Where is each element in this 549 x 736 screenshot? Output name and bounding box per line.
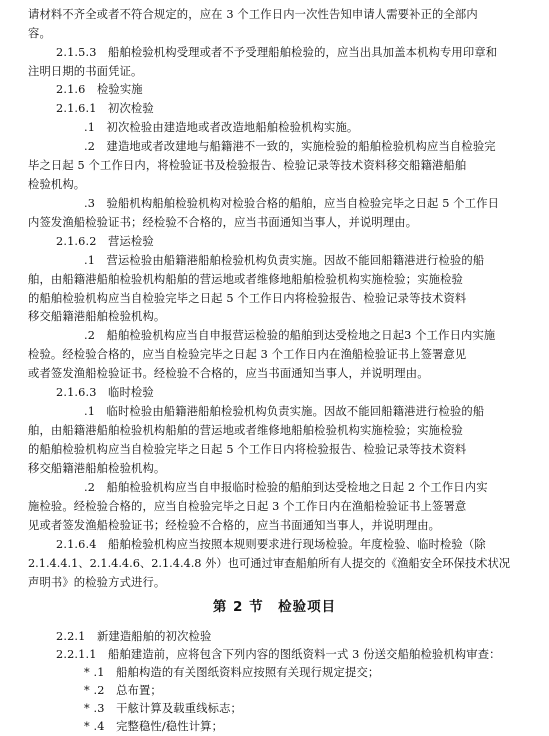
item-1: .1 临时检验由船籍港船舶检验机构负责实施。因故不能回船籍港进行检验的船	[84, 405, 485, 418]
paragraph-line: 移交船籍港船舶检验机构。	[28, 462, 166, 475]
heading-2-1-6-2: 2.1.6.2 营运检验	[56, 235, 154, 248]
paragraph-line: 毕之日起 5 个工作日内，将检验证书及检验报告、检验记录等技术资料移交船籍港船舶	[28, 159, 467, 172]
item-2: .2 船舶检验机构应当自申报营运检验的船舶到达受检地之日起3 个工作日内实施	[84, 329, 496, 342]
list-item: * .3 干舷计算及载重线标志；	[84, 702, 242, 715]
paragraph-line: 的船舶检验机构应当自检验完毕之日起 5 个工作日内将检验报告、检验记录等技术资料	[28, 292, 467, 305]
heading-2-1-6-1: 2.1.6.1 初次检验	[56, 102, 154, 115]
paragraph-line: 的船舶检验机构应当自检验完毕之日起 5 个工作日内将检验报告、检验记录等技术资料	[28, 443, 467, 456]
paragraph-line: 声明书》的检验方式进行。	[28, 576, 166, 589]
item-3: .3 验船机构船舶检验机构对检验合格的船舶，应当自检验完毕之日起 5 个工作日	[84, 197, 500, 210]
paragraph-line: 舶，由船籍港船舶检验机构船舶的营运地或者维修地船舶检验机构实施检验；实施检验	[28, 273, 463, 286]
paragraph-line: 见或者签发渔船检验证书；经检验不合格的，应当书面通知当事人，并说明理由。	[28, 519, 441, 532]
section-title: 第 2 节 检验项目	[212, 599, 337, 615]
paragraph-line: 检验机构。	[28, 178, 86, 191]
list-item: * .4 完整稳性/稳性计算；	[84, 720, 224, 733]
paragraph-line: 请材料不齐全或者不符合规定的，应在 3 个工作日内一次性告知申请人需要补正的全部内	[28, 8, 478, 21]
heading-2-1-6-3: 2.1.6.3 临时检验	[56, 386, 154, 399]
heading-2-2-1: 2.2.1 新建造船舶的初次检验	[56, 630, 212, 643]
paragraph-line: 2.1.4.4.1、2.1.4.4.6、2.1.4.4.8 外）也可通过审查船舶所有人提交的《渔船安全环保技术状况	[28, 557, 511, 570]
paragraph-line: 移交船籍港船舶检验机构。	[28, 310, 166, 323]
paragraph-line: 舶，由船籍港船舶检验机构船舶的营运地或者维修地船舶检验机构实施检验；实施检验	[28, 424, 463, 437]
item-1: .1 初次检验由建造地或者改造地船舶检验机构实施。	[84, 121, 359, 134]
item-1: .1 营运检验由船籍港船舶检验机构负责实施。因故不能回船籍港进行检验的船	[84, 254, 485, 267]
heading-2-1-6: 2.1.6 检验实施	[56, 83, 143, 96]
list-item: * .1 船舶构造的有关图纸资料应按照有关现行规定提交；	[84, 666, 380, 679]
paragraph-line: 注明日期的书面凭证。	[28, 65, 143, 78]
paragraph-line: 检验。经检验合格的，应当自检验完毕之日起 3 个工作日内在渔船检验证书上签署意见	[28, 348, 467, 361]
list-item: * .2 总布置；	[84, 684, 162, 697]
paragraph-line: 内签发渔船检验证书；经检验不合格的，应当书面通知当事人，并说明理由。	[28, 216, 418, 229]
paragraph-line: 施检验。经检验合格的，应当自检验完毕之日起 3 个工作日内在渔船检验证书上签署意	[28, 500, 467, 513]
paragraph-line: 容。	[28, 27, 51, 40]
clause-2-2-1-1: 2.2.1.1 船舶建造前，应将包含下列内容的图纸资料一式 3 份送交船舶检验机构审查：	[56, 648, 501, 661]
clause-2-1-6-4: 2.1.6.4 船舶检验机构应当按照本规则要求进行现场检验。年度检验、临时检验（除	[56, 538, 486, 551]
paragraph-line: 或者签发渔船检验证书。经检验不合格的，应当书面通知当事人，并说明理由。	[28, 367, 429, 380]
item-2: .2 船舶检验机构应当自申报临时检验的船舶到达受检地之日起 2 个工作日内实	[84, 481, 488, 494]
clause-2-1-5-3: 2.1.5.3 船舶检验机构受理或者不予受理船舶检验的，应当出具加盖本机构专用印章和	[56, 46, 498, 59]
item-2: .2 建造地或者改建地与船籍港不一致的，实施检验的船舶检验机构应当自检验完	[84, 140, 496, 153]
